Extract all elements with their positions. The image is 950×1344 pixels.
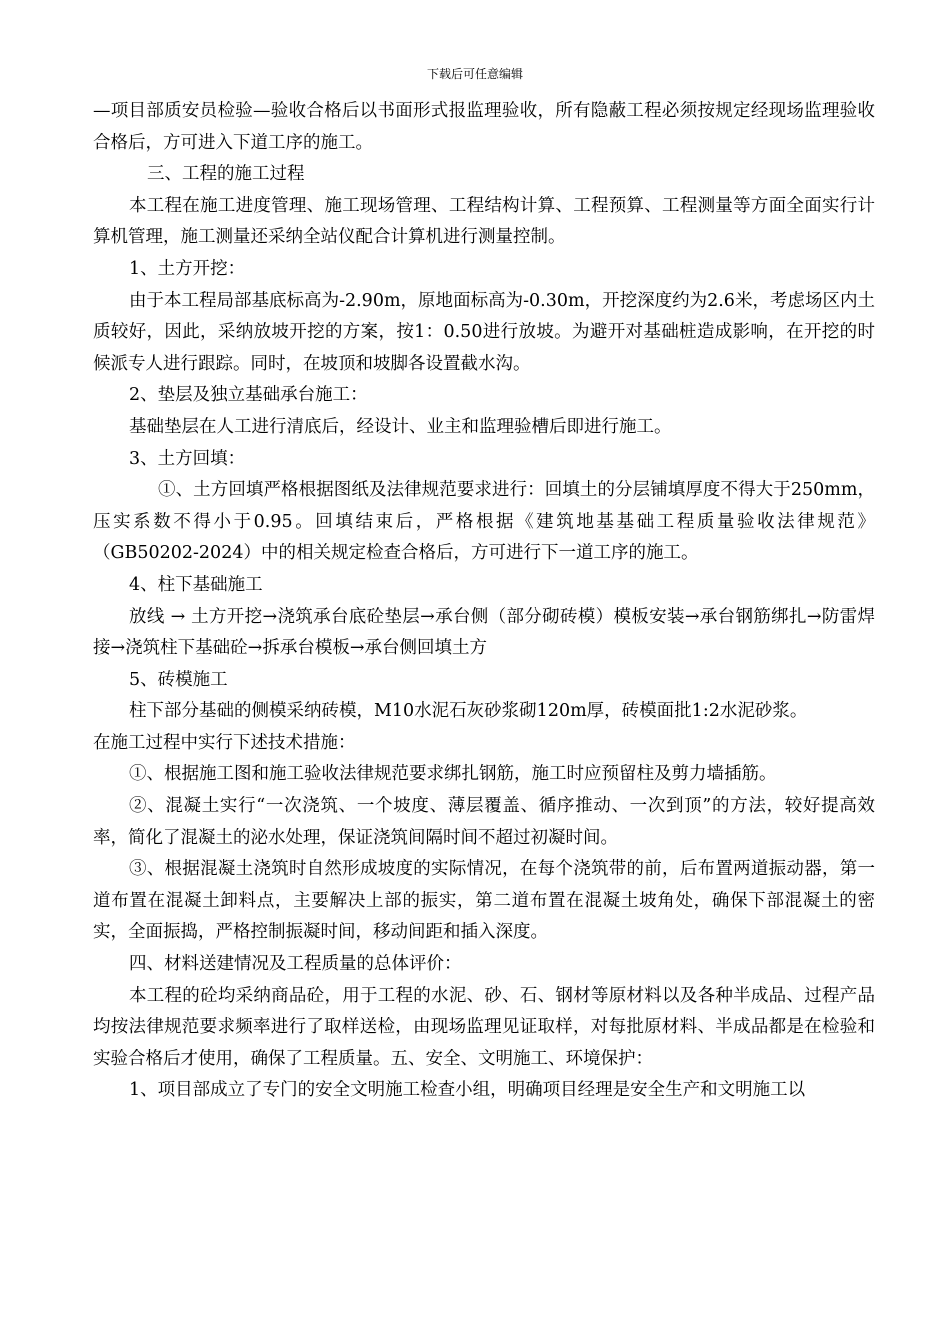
subheading-foundation: 4、柱下基础施工 — [129, 574, 263, 595]
paragraph: 柱下部分基础的侧模采纳砖模，M10水泥石灰砂浆砌120m厚，砖模面批1:2水泥砂浆。 — [129, 701, 808, 722]
paragraph-process-flow: 放线 → 土方开挖→浇筑承台底砼垫层→承台侧（部分砌砖模）模板安装→承台钢筋绑扎→防雷焊接→浇筑柱下基础砼→拆承台模板→承台侧回填土方 — [93, 606, 875, 659]
paragraph: 本工程在施工进度管理、施工现场管理、工程结构计算、工程预算、工程测量等方面全面实行计算机管理，施工测量还采纳全站仪配合计算机进行测量控制。 — [93, 195, 875, 248]
page-header: 下载后可任意编辑 — [426, 67, 523, 81]
list-item: ①、根据施工图和施工验收法律规范要求绑扎钢筋，施工时应预留柱及剪力墙插筋。 — [129, 764, 777, 785]
paragraph: 在施工过程中实行下述技术措施： — [93, 732, 356, 753]
section-heading-3: 三、工程的施工过程 — [147, 164, 305, 185]
document-body — [93, 96, 875, 1107]
subheading-earthwork: 1、土方开挖： — [129, 258, 246, 279]
list-item: ③、根据混凝土浇筑时自然形成坡度的实际情况，在每个浇筑带的前，后布置两道振动器，第一道布置在混凝土卸料点，主要解决上部的振实，第二道布置在混凝土坡角处，确保下部混凝土的密实，全面振捣，严格控制振凝时间，移动间距和插入深度。 — [93, 859, 875, 943]
paragraph: 1、项目部成立了专门的安全文明施工检查小组，明确项目经理是安全生产和文明施工以 — [129, 1080, 806, 1101]
subheading-cushion: 2、垫层及独立基础承台施工： — [129, 385, 368, 406]
list-item: ②、混凝土实行“一次浇筑、一个坡度、薄层覆盖、循序推动、一次到顶”的方法，较好提高效率，简化了混凝土的泌水处理，保证浇筑间隔时间不超过初凝时间。 — [93, 796, 875, 848]
subheading-brick-mold: 5、砖模施工 — [129, 669, 228, 690]
section-heading-4: 四、材料送建情况及工程质量的总体评价： — [129, 954, 462, 975]
paragraph: 本工程的砼均采纳商品砼，用于工程的水泥、砂、石、钢材等原材料以及各种半成品、过程产品均按法律规范要求频率进行了取样送检，由现场监理见证取样，对每批原材料、半成品都是在检验和实验合格后才使用，确保了工程质量。五、安全、文明施工、环境保护： — [93, 985, 875, 1069]
paragraph: ①、土方回填严格根据图纸及法律规范要求进行：回填土的分层铺填厚度不得大于250mm，压实系数不得小于0.95。回填结束后，严格根据《建筑地基基础工程质量验收法律规范》（GB50202-2024）中的相关规定检查合格后，方可进行下一道工序的施工。 — [93, 480, 875, 564]
paragraph: 由于本工程局部基底标高为-2.90m，原地面标高为-0.30m，开挖深度约为2.6米，考虑场区内土质较好，因此，采纳放坡开挖的方案，按1：0.50进行放坡。为避开对基础桩造成影响，在开挖的时候派专人进行跟踪。同时，在坡顶和坡脚各设置截水沟。 — [93, 290, 875, 374]
paragraph: 基础垫层在人工进行清底后，经设计、业主和监理验槽后即进行施工。 — [129, 416, 672, 437]
subheading-backfill: 3、土方回填： — [129, 448, 246, 469]
paragraph-continuation: —项目部质安员检验—验收合格后以书面形式报监理验收，所有隐蔽工程必须按规定经现场监理验收合格后，方可进入下道工序的施工。 — [93, 101, 875, 153]
